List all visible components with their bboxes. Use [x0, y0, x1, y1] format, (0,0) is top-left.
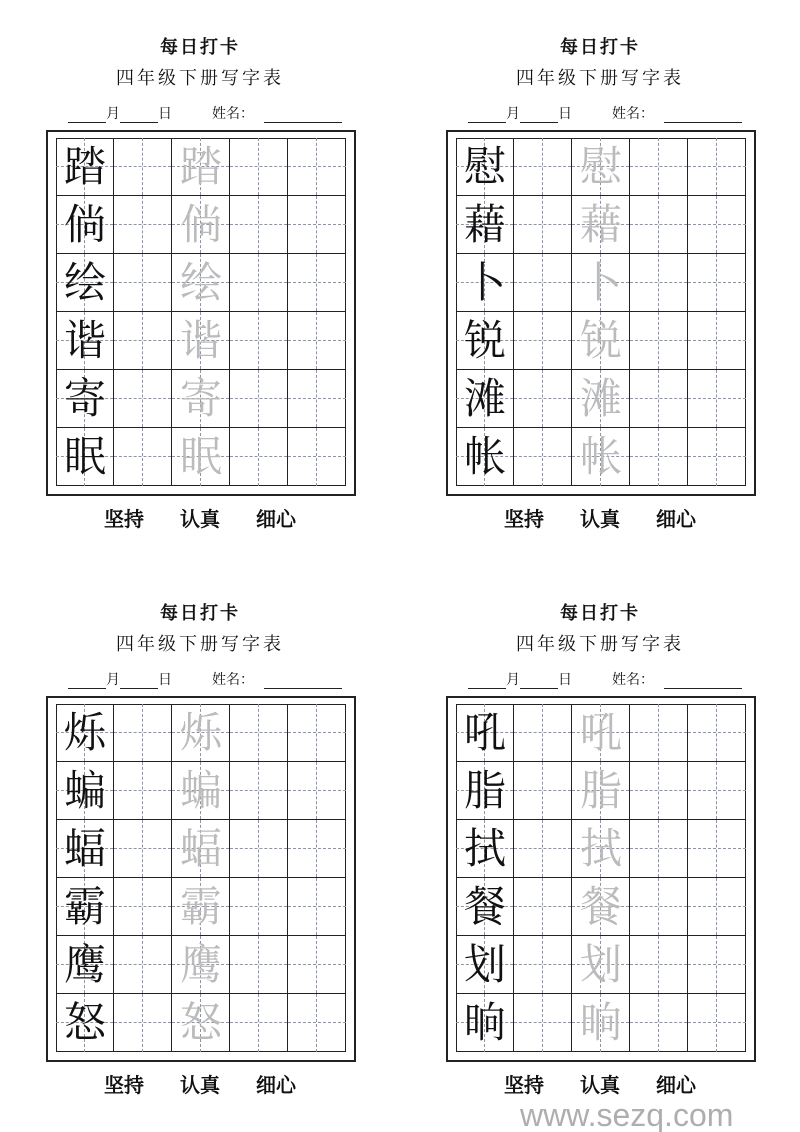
writing-cell[interactable]: [572, 370, 630, 428]
trace-character: 脂: [579, 766, 622, 815]
writing-cell[interactable]: [114, 820, 172, 878]
writing-cell[interactable]: [688, 820, 746, 878]
writing-cell[interactable]: [456, 254, 514, 312]
date-name-line: [468, 103, 742, 123]
trace-character: 鹰: [179, 940, 222, 989]
writing-cell[interactable]: [172, 820, 230, 878]
sheet-subtitle: 四年级下册写字表: [516, 634, 684, 655]
model-character: 踏: [63, 142, 106, 191]
motto: [0, 1073, 400, 1097]
writing-cell[interactable]: [572, 762, 630, 820]
writing-cell[interactable]: [514, 254, 572, 312]
writing-cell[interactable]: [688, 370, 746, 428]
practice-grid: [56, 138, 346, 486]
sheet-title: 每日打卡: [160, 603, 240, 624]
writing-cell[interactable]: [288, 994, 346, 1052]
writing-cell[interactable]: [688, 994, 746, 1052]
practice-grid: [456, 704, 746, 1052]
writing-cell[interactable]: [172, 428, 230, 486]
writing-cell[interactable]: [688, 428, 746, 486]
writing-cell[interactable]: [114, 936, 172, 994]
writing-cell[interactable]: [456, 312, 514, 370]
month-blank[interactable]: [468, 108, 506, 123]
trace-character: 蝠: [179, 824, 222, 873]
model-character: 绘: [63, 258, 106, 307]
writing-cell[interactable]: [572, 254, 630, 312]
name-label: 姓名：: [612, 106, 654, 122]
writing-cell[interactable]: [114, 762, 172, 820]
writing-cell[interactable]: [172, 370, 230, 428]
name-label: 姓名：: [212, 672, 254, 688]
writing-cell[interactable]: [230, 370, 288, 428]
sheet-title: 每日打卡: [160, 37, 240, 58]
practice-grid: [56, 704, 346, 1052]
day-label: 日: [158, 106, 172, 122]
practice-grid-frame: [446, 130, 756, 496]
writing-cell[interactable]: [288, 936, 346, 994]
writing-cell[interactable]: [630, 704, 688, 762]
model-character: 藉: [463, 200, 506, 249]
writing-cell[interactable]: [514, 878, 572, 936]
day-label: 日: [158, 672, 172, 688]
motto-word: 细心: [256, 1073, 296, 1097]
writing-cell[interactable]: [230, 820, 288, 878]
practice-grid: [456, 138, 746, 486]
month-label: 月: [106, 106, 120, 122]
day-blank[interactable]: [520, 674, 558, 689]
writing-cell[interactable]: [230, 762, 288, 820]
model-character: 蝙: [63, 766, 106, 815]
model-character: 怒: [63, 998, 106, 1047]
writing-cell[interactable]: [456, 370, 514, 428]
day-label: 日: [558, 106, 572, 122]
trace-character: 锐: [579, 316, 622, 365]
writing-cell[interactable]: [230, 994, 288, 1052]
trace-character: 餐: [579, 882, 622, 931]
model-character: 慰: [463, 142, 506, 191]
writing-cell[interactable]: [630, 936, 688, 994]
practice-grid-frame: [446, 696, 756, 1062]
writing-cell[interactable]: [572, 994, 630, 1052]
trace-character: 划: [579, 940, 622, 989]
writing-cell[interactable]: [114, 878, 172, 936]
writing-cell[interactable]: [56, 254, 114, 312]
writing-cell[interactable]: [630, 994, 688, 1052]
day-blank[interactable]: [120, 674, 158, 689]
trace-character: 卜: [579, 258, 622, 307]
writing-cell[interactable]: [288, 196, 346, 254]
model-character: 划: [463, 940, 506, 989]
writing-cell[interactable]: [172, 196, 230, 254]
writing-cell[interactable]: [630, 312, 688, 370]
writing-cell[interactable]: [572, 196, 630, 254]
month-blank[interactable]: [468, 674, 506, 689]
writing-cell[interactable]: [630, 428, 688, 486]
writing-cell[interactable]: [572, 428, 630, 486]
practice-sheet: [400, 566, 800, 1132]
model-character: 烁: [63, 708, 106, 757]
model-character: 倘: [63, 200, 106, 249]
sheet-subtitle: 四年级下册写字表: [516, 68, 684, 89]
writing-cell[interactable]: [56, 428, 114, 486]
writing-cell[interactable]: [230, 428, 288, 486]
trace-character: 霸: [179, 882, 222, 931]
writing-cell[interactable]: [288, 704, 346, 762]
writing-cell[interactable]: [630, 138, 688, 196]
writing-cell[interactable]: [288, 138, 346, 196]
writing-cell[interactable]: [172, 254, 230, 312]
writing-cell[interactable]: [456, 762, 514, 820]
writing-cell[interactable]: [572, 312, 630, 370]
trace-character: 倘: [179, 200, 222, 249]
writing-cell[interactable]: [172, 994, 230, 1052]
writing-cell[interactable]: [230, 936, 288, 994]
trace-character: 绘: [179, 258, 222, 307]
writing-cell[interactable]: [630, 254, 688, 312]
writing-cell[interactable]: [456, 994, 514, 1052]
writing-cell[interactable]: [514, 762, 572, 820]
writing-cell[interactable]: [230, 138, 288, 196]
month-label: 月: [506, 106, 520, 122]
trace-character: 蝙: [179, 766, 222, 815]
writing-cell[interactable]: [114, 196, 172, 254]
writing-cell[interactable]: [288, 762, 346, 820]
name-label: 姓名：: [212, 106, 254, 122]
writing-cell[interactable]: [514, 936, 572, 994]
writing-cell[interactable]: [514, 428, 572, 486]
day-blank[interactable]: [120, 108, 158, 123]
model-character: 晌: [463, 998, 506, 1047]
writing-cell[interactable]: [630, 370, 688, 428]
motto-word: 坚持: [504, 507, 544, 531]
sheet-title: 每日打卡: [560, 37, 640, 58]
writing-cell[interactable]: [572, 820, 630, 878]
writing-cell[interactable]: [456, 704, 514, 762]
trace-character: 怒: [179, 998, 222, 1047]
date-name-line: [468, 669, 742, 689]
motto: [400, 507, 800, 531]
writing-cell[interactable]: [56, 196, 114, 254]
writing-cell[interactable]: [56, 370, 114, 428]
writing-cell[interactable]: [230, 878, 288, 936]
writing-cell[interactable]: [56, 820, 114, 878]
sheet-title: 每日打卡: [560, 603, 640, 624]
month-blank[interactable]: [68, 108, 106, 123]
writing-cell[interactable]: [172, 878, 230, 936]
model-character: 吼: [463, 708, 506, 757]
motto-word: 认真: [580, 1073, 620, 1097]
trace-character: 晌: [579, 998, 622, 1047]
model-character: 眠: [63, 432, 106, 481]
writing-cell[interactable]: [572, 936, 630, 994]
model-character: 滩: [463, 374, 506, 423]
motto: [400, 1073, 800, 1097]
name-blank[interactable]: [264, 674, 342, 689]
motto-word: 认真: [180, 507, 220, 531]
writing-cell[interactable]: [288, 878, 346, 936]
writing-cell[interactable]: [114, 312, 172, 370]
day-label: 日: [558, 672, 572, 688]
writing-cell[interactable]: [172, 138, 230, 196]
motto-word: 认真: [580, 507, 620, 531]
writing-cell[interactable]: [288, 370, 346, 428]
model-character: 拭: [463, 824, 506, 873]
name-blank[interactable]: [264, 108, 342, 123]
writing-cell[interactable]: [114, 370, 172, 428]
writing-cell[interactable]: [630, 196, 688, 254]
writing-cell[interactable]: [114, 704, 172, 762]
trace-character: 烁: [179, 708, 222, 757]
month-blank[interactable]: [68, 674, 106, 689]
writing-cell[interactable]: [688, 138, 746, 196]
model-character: 卜: [463, 258, 506, 307]
writing-cell[interactable]: [230, 254, 288, 312]
motto-word: 认真: [180, 1073, 220, 1097]
trace-character: 藉: [579, 200, 622, 249]
model-character: 锐: [463, 316, 506, 365]
writing-cell[interactable]: [456, 820, 514, 878]
month-label: 月: [506, 672, 520, 688]
writing-cell[interactable]: [56, 762, 114, 820]
writing-cell[interactable]: [688, 762, 746, 820]
writing-cell[interactable]: [114, 138, 172, 196]
watermark: www.sezq.com: [520, 1097, 734, 1132]
writing-cell[interactable]: [572, 138, 630, 196]
motto-word: 细心: [656, 1073, 696, 1097]
writing-cell[interactable]: [514, 138, 572, 196]
trace-character: 吼: [579, 708, 622, 757]
writing-cell[interactable]: [56, 936, 114, 994]
writing-cell[interactable]: [630, 820, 688, 878]
trace-character: 寄: [179, 374, 222, 423]
name-blank[interactable]: [664, 108, 742, 123]
date-name-line: [68, 103, 342, 123]
writing-cell[interactable]: [56, 878, 114, 936]
writing-cell[interactable]: [630, 878, 688, 936]
writing-cell[interactable]: [114, 994, 172, 1052]
writing-cell[interactable]: [514, 370, 572, 428]
writing-cell[interactable]: [456, 936, 514, 994]
writing-cell[interactable]: [114, 254, 172, 312]
trace-character: 拭: [579, 824, 622, 873]
name-label: 姓名：: [612, 672, 654, 688]
practice-sheet: [0, 0, 400, 566]
writing-cell[interactable]: [288, 254, 346, 312]
writing-cell[interactable]: [514, 820, 572, 878]
model-character: 餐: [463, 882, 506, 931]
trace-character: 谐: [179, 316, 222, 365]
writing-cell[interactable]: [288, 312, 346, 370]
motto-word: 坚持: [104, 507, 144, 531]
writing-cell[interactable]: [56, 312, 114, 370]
writing-cell[interactable]: [514, 994, 572, 1052]
date-name-line: [68, 669, 342, 689]
writing-cell[interactable]: [230, 196, 288, 254]
model-character: 帐: [463, 432, 506, 481]
writing-cell[interactable]: [688, 878, 746, 936]
trace-character: 踏: [179, 142, 222, 191]
writing-cell[interactable]: [56, 138, 114, 196]
writing-cell[interactable]: [230, 704, 288, 762]
writing-cell[interactable]: [172, 762, 230, 820]
motto: [0, 507, 400, 531]
writing-cell[interactable]: [288, 428, 346, 486]
writing-cell[interactable]: [456, 878, 514, 936]
model-character: 寄: [63, 374, 106, 423]
writing-cell[interactable]: [456, 138, 514, 196]
writing-cell[interactable]: [572, 878, 630, 936]
writing-cell[interactable]: [114, 428, 172, 486]
motto-word: 细心: [256, 507, 296, 531]
model-character: 鹰: [63, 940, 106, 989]
practice-grid-frame: [46, 696, 356, 1062]
trace-character: 眠: [179, 432, 222, 481]
sheet-subtitle: 四年级下册写字表: [116, 68, 284, 89]
motto-word: 坚持: [504, 1073, 544, 1097]
model-character: 谐: [63, 316, 106, 365]
trace-character: 滩: [579, 374, 622, 423]
model-character: 蝠: [63, 824, 106, 873]
writing-cell[interactable]: [456, 196, 514, 254]
model-character: 霸: [63, 882, 106, 931]
day-blank[interactable]: [520, 108, 558, 123]
practice-sheet: [0, 566, 400, 1132]
writing-cell[interactable]: [688, 312, 746, 370]
writing-cell[interactable]: [514, 196, 572, 254]
name-blank[interactable]: [664, 674, 742, 689]
practice-sheet: [400, 0, 800, 566]
model-character: 脂: [463, 766, 506, 815]
practice-grid-frame: [46, 130, 356, 496]
writing-cell[interactable]: [688, 936, 746, 994]
writing-cell[interactable]: [688, 196, 746, 254]
writing-cell[interactable]: [572, 704, 630, 762]
writing-cell[interactable]: [56, 994, 114, 1052]
writing-cell[interactable]: [456, 428, 514, 486]
writing-cell[interactable]: [514, 312, 572, 370]
writing-cell[interactable]: [230, 312, 288, 370]
motto-word: 细心: [656, 507, 696, 531]
writing-cell[interactable]: [630, 762, 688, 820]
writing-cell[interactable]: [688, 254, 746, 312]
month-label: 月: [106, 672, 120, 688]
writing-cell[interactable]: [172, 936, 230, 994]
writing-cell[interactable]: [56, 704, 114, 762]
writing-cell[interactable]: [172, 704, 230, 762]
motto-word: 坚持: [104, 1073, 144, 1097]
trace-character: 帐: [579, 432, 622, 481]
sheet-subtitle: 四年级下册写字表: [116, 634, 284, 655]
writing-cell[interactable]: [288, 820, 346, 878]
writing-cell[interactable]: [172, 312, 230, 370]
writing-cell[interactable]: [688, 704, 746, 762]
writing-cell[interactable]: [514, 704, 572, 762]
trace-character: 慰: [579, 142, 622, 191]
